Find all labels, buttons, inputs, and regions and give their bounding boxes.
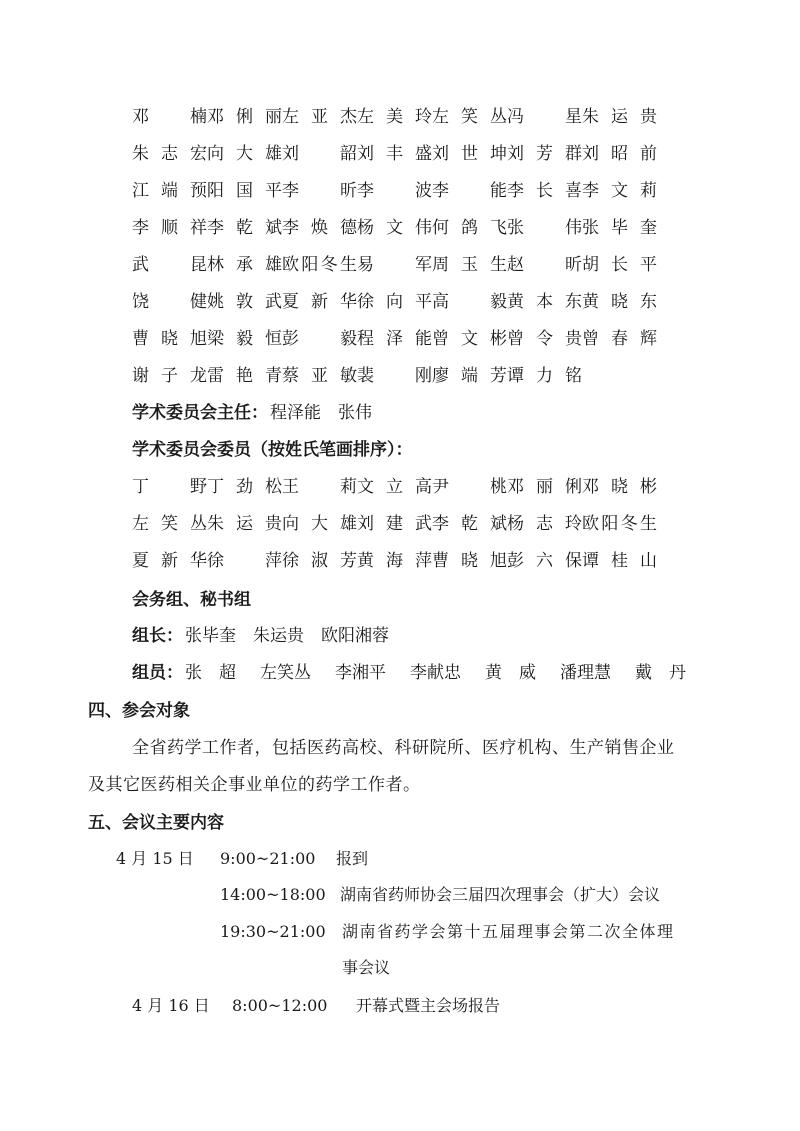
council-member-row bbox=[132, 210, 657, 247]
council-member-name: 何鸽飞 bbox=[432, 218, 507, 238]
academic-member-name: 丁劲松 bbox=[207, 477, 282, 497]
council-member-name: 饶 健 bbox=[132, 292, 207, 312]
academic-member-name: 邓晓彬 bbox=[582, 477, 657, 497]
council-member-name: 李乾斌 bbox=[207, 218, 282, 238]
council-member-name: 廖端芳 bbox=[432, 366, 507, 386]
council-member-name: 李 波 bbox=[357, 181, 432, 201]
section-4-line-1: 全省药学工作者，包括医药高校、科研院所、医疗机构、生产销售企业 bbox=[132, 738, 675, 758]
council-member-name: 黄本东 bbox=[507, 292, 582, 312]
council-member-name: 刘昭前 bbox=[582, 144, 657, 164]
council-member-name: 左美玲 bbox=[357, 107, 432, 127]
academic-member-name: 左笑丛 bbox=[132, 514, 207, 534]
schedule-event-4: 开幕式暨主会场报告 bbox=[356, 996, 501, 1015]
schedule-event-1: 报到 bbox=[336, 849, 369, 868]
academic-member-row bbox=[132, 543, 657, 580]
academic-chair-label: 学术委员会主任： bbox=[132, 403, 268, 423]
secretariat-heading: 会务组、秘书组 bbox=[132, 590, 251, 610]
staff-name: 左笑丛 bbox=[260, 663, 311, 683]
council-member-name: 冯 星 bbox=[507, 107, 582, 127]
academic-member-name: 向大雄 bbox=[282, 514, 357, 534]
section-4-heading: 四、参会对象 bbox=[88, 701, 190, 721]
council-member-name: 李文莉 bbox=[582, 181, 657, 201]
schedule-time-1: 9:00~21:00 bbox=[220, 849, 316, 868]
schedule-time-3: 19:30~21:00 bbox=[220, 922, 326, 941]
council-member-name: 黄晓东 bbox=[582, 292, 657, 312]
leader-line bbox=[132, 621, 389, 651]
council-member-name: 江端预 bbox=[132, 181, 207, 201]
council-member-name: 程泽能 bbox=[357, 329, 432, 349]
council-member-name: 曹晓旭 bbox=[132, 329, 207, 349]
staff-name: 张 超 bbox=[185, 663, 236, 683]
academic-member-name: 彭六保 bbox=[507, 551, 582, 571]
council-member-name: 李焕德 bbox=[282, 218, 357, 238]
academic-member-name: 谭桂山 bbox=[582, 551, 657, 571]
academic-member-name: 夏新华 bbox=[132, 551, 207, 571]
staff-name: 李湘平 bbox=[335, 663, 386, 683]
council-member-name: 左亚杰 bbox=[282, 107, 357, 127]
council-member-name: 曾令贵 bbox=[507, 329, 582, 349]
council-member-name: 徐向平 bbox=[357, 292, 432, 312]
council-member-name: 欧阳冬生 bbox=[282, 255, 357, 275]
council-member-name: 刘丰盛 bbox=[357, 144, 432, 164]
council-member-name: 姚敦武 bbox=[207, 292, 282, 312]
council-member-name: 刘 韶 bbox=[282, 144, 357, 164]
council-member-name: 李长喜 bbox=[507, 181, 582, 201]
academic-chair-value: 程泽能 张伟 bbox=[270, 403, 372, 423]
schedule-event-2: 湖南省药师协会三届四次理事会（扩大）会议 bbox=[340, 885, 661, 904]
council-member-name: 夏新华 bbox=[282, 292, 357, 312]
schedule-event-3: 湖南省药学会第十五届理事会第二次全体理 bbox=[342, 922, 675, 941]
council-member-name: 赵 昕 bbox=[507, 255, 582, 275]
council-member-row bbox=[132, 358, 657, 395]
section-4-line-2: 及其它医药相关企事业单位的药学工作者。 bbox=[88, 775, 421, 795]
academic-member-name: 李乾斌 bbox=[432, 514, 507, 534]
council-members-grid bbox=[132, 99, 657, 395]
council-member-name: 雷艳青 bbox=[207, 366, 282, 386]
council-member-name: 李顺祥 bbox=[132, 218, 207, 238]
council-member-name: 李 能 bbox=[432, 181, 507, 201]
academic-members-label: 学术委员会委员（按姓氏笔画排序）： bbox=[132, 440, 413, 460]
staff-line bbox=[132, 658, 710, 688]
schedule-date: 4 月 15 日 bbox=[116, 849, 194, 868]
staff-name: 戴 丹 bbox=[635, 663, 686, 683]
council-member-name: 胡长平 bbox=[582, 255, 657, 275]
council-member-name: 张毕奎 bbox=[582, 218, 657, 238]
academic-member-name: 徐 萍 bbox=[207, 551, 282, 571]
academic-member-name: 杨志玲 bbox=[507, 514, 582, 534]
staff-name: 黄 威 bbox=[485, 663, 536, 683]
council-member-name: 周玉生 bbox=[432, 255, 507, 275]
schedule-time-4: 8:00~12:00 bbox=[232, 996, 328, 1015]
academic-member-name: 黄海萍 bbox=[357, 551, 432, 571]
academic-member-name: 邓丽俐 bbox=[507, 477, 582, 497]
academic-member-name: 朱运贵 bbox=[207, 514, 282, 534]
academic-member-name: 丁 野 bbox=[132, 477, 207, 497]
council-member-name: 高 毅 bbox=[432, 292, 507, 312]
academic-member-name: 王 莉 bbox=[282, 477, 357, 497]
academic-member-name: 文立高 bbox=[357, 477, 432, 497]
council-member-name: 蔡亚敏 bbox=[282, 366, 357, 386]
council-member-row bbox=[132, 321, 657, 358]
council-member-name: 李 昕 bbox=[282, 181, 357, 201]
council-member-name: 武 昆 bbox=[132, 255, 207, 275]
council-member-name: 谭力铭 bbox=[507, 366, 582, 386]
academic-chair-line bbox=[132, 398, 372, 428]
council-member-name: 邓 楠 bbox=[132, 107, 207, 127]
council-member-name: 彭 毅 bbox=[282, 329, 357, 349]
council-member-name: 朱运贵 bbox=[582, 107, 657, 127]
council-member-name: 谢子龙 bbox=[132, 366, 207, 386]
council-member-row bbox=[132, 136, 657, 173]
academic-member-row bbox=[132, 506, 657, 543]
council-member-name: 刘世坤 bbox=[432, 144, 507, 164]
academic-members-grid bbox=[132, 469, 657, 580]
staff-name: 李献忠 bbox=[410, 663, 461, 683]
academic-member-row bbox=[132, 469, 657, 506]
council-member-name: 刘芳群 bbox=[507, 144, 582, 164]
council-member-row bbox=[132, 284, 657, 321]
staff-label: 组员： bbox=[132, 663, 183, 683]
academic-member-name: 欧阳冬生 bbox=[582, 514, 657, 534]
council-member-name: 裴 刚 bbox=[357, 366, 432, 386]
leader-value: 张毕奎 朱运贵 欧阳湘蓉 bbox=[185, 626, 389, 646]
schedule-row-1 bbox=[116, 844, 194, 874]
academic-member-name: 尹 桃 bbox=[432, 477, 507, 497]
council-member-name: 杨文伟 bbox=[357, 218, 432, 238]
academic-member-name: 曹晓旭 bbox=[432, 551, 507, 571]
council-member-name: 阳国平 bbox=[207, 181, 282, 201]
academic-member-name: 刘建武 bbox=[357, 514, 432, 534]
section-5-heading: 五、会议主要内容 bbox=[88, 813, 224, 833]
council-member-name: 林承雄 bbox=[207, 255, 282, 275]
council-member-name: 梁毅恒 bbox=[207, 329, 282, 349]
schedule-time-2: 14:00~18:00 bbox=[220, 885, 326, 904]
council-member-row bbox=[132, 99, 657, 136]
council-member-name: 曾文彬 bbox=[432, 329, 507, 349]
council-member-row bbox=[132, 173, 657, 210]
council-member-name: 曾春辉 bbox=[582, 329, 657, 349]
schedule-date-2: 4 月 16 日 bbox=[132, 996, 210, 1015]
academic-member-name: 徐淑芳 bbox=[282, 551, 357, 571]
staff-name: 潘理慧 bbox=[560, 663, 611, 683]
council-member-name: 向大雄 bbox=[207, 144, 282, 164]
council-member-name: 朱志宏 bbox=[132, 144, 207, 164]
leader-label: 组长： bbox=[132, 626, 183, 646]
council-member-name: 左笑丛 bbox=[432, 107, 507, 127]
staff-names bbox=[185, 663, 710, 683]
schedule-event-3-cont: 事会议 bbox=[342, 958, 391, 977]
council-member-name: 易 军 bbox=[357, 255, 432, 275]
council-member-row bbox=[132, 247, 657, 284]
council-member-name: 张 伟 bbox=[507, 218, 582, 238]
council-member-name: 邓俐丽 bbox=[207, 107, 282, 127]
